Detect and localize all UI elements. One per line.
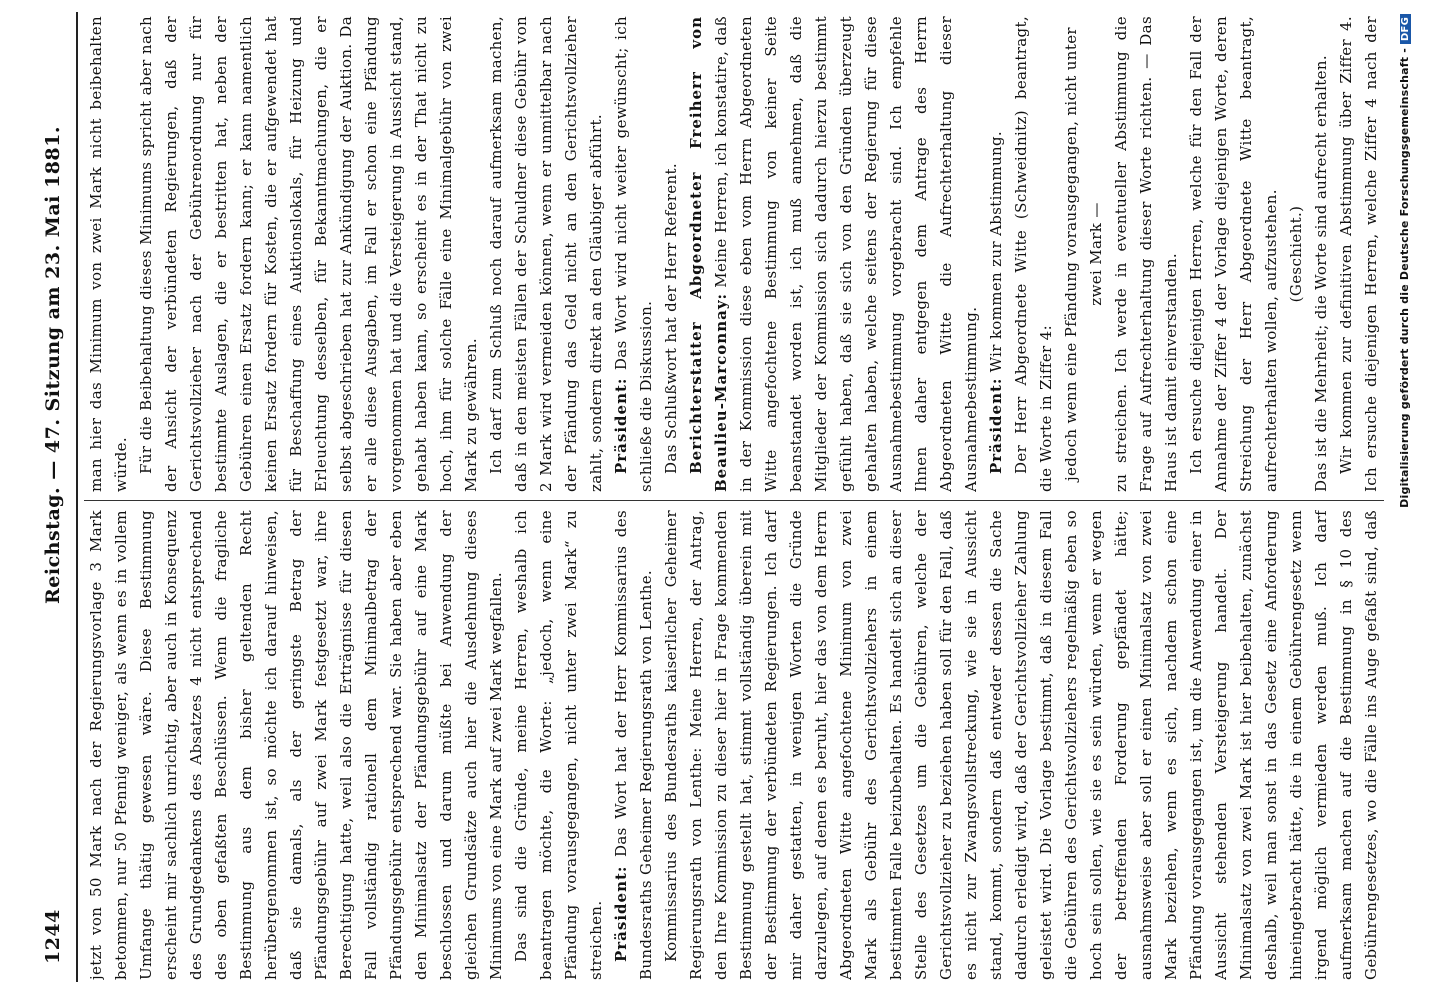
- page-header: [38, 0, 72, 1000]
- speaker-label: Berichterstatter Abgeordneter Freiherr von Beaulieu-Marconnay:: [687, 16, 730, 492]
- paragraph: jetzt von 50 Mark nach der Regierungsvorlage 3 Mark betommen, nur 50 Pfennig weniger, als wenn es in vollem Umfange thätig gewesen wäre. Diese Bestimmung erscheint mir sachlich unrichtig, aber auch in Konsequenz des Grundgedankens des Absatzes 4 nicht entsprechend des oben gefaßten Beschlüssen. Wenn die fragliche Bestimmung aus dem bisher geltenden Recht herübergenommen ist, so möchte ich darauf hinweisen, daß sie damals, als der geringste Betrag der Pfändungsgebühr auf zwei Mark festgesetzt war, ihre Berechtigung hatte, weil also die Erträgnisse für diesen Fall vollständig rationell dem Minimalbetrag der Pfändungsgebühr entsprechend war. Sie haben aber eben den Minimalsatz der Pfändungsgebühr auf eine Mark beschlossen und darum müßte bei Anwendung der gleichen Grundsätze auch hier die Ausdehnung dieses Minimums von eine Mark auf zwei Mark wegfallen.: [87, 510, 505, 980]
- paragraph: Kommissarius des Bundesraths kaiserlicher Geheimer Regierungsrath von Lenthe: Meine Herren, der Antrag, den Ihre Kommission zu dieser hier in Frage kommenden Bestimmung gestellt hat, stimmt vollständig überein mit der Bestimmung der verbündeten Regierungen. Ich darf mir daher gestatten, in wenigen Worten die Gründe darzulegen, auf denen es beruht, hier das von dem Herrn Abgeordneten Witte angefochtene Minimum von zwei Mark als Gebühr des Gerichtsvollziehers in einem bestimmten Falle beizubehalten. Es handelt sich an dieser Stelle des Gesetzes um die Gebühren, welche der Gerichtsvollzieher zu beziehen haben soll für den Fall, daß es nicht zur Zwangsvollstreckung, wie sie in Aussicht stand, kommt, sondern daß entweder dessen die Sache dadurch erledigt wird, daß der Gerichtsvollzieher Zahlung geleistet wird. Die Vorlage bestimmt, daß in diesem Fall die Gebühren des Gerichtsvollziehers regelmäßig eben so hoch sein sollen, wie sie es sein würden, wenn er wegen der betreffenden Forderung gepfändet hätte; ausnahmsweise aber soll er einen Minimalsatz von zwei Mark beziehen, wenn es sich, nachdem schon eine Pfändung vorausgegangen ist, um die Anwendung einer in Aussicht stehenden Versteigerung handelt. Der Minimalsatz von zwei Mark ist hier beibehalten, zunächst deshalb, weil man sonst in das Gesetz eine Anforderung hineingebracht hätte, die in einem Gebührengesetz wenn irgend möglich vermieden werden muß. Ich darf aufmerksam machen auf die Bestimmung in § 10 des Gebührengesetzes, wo die Fälle ins Auge gefaßt sind, daß: [662, 510, 1380, 980]
- paragraph: Ich darf zum Schluß noch darauf aufmerksam machen, daß in den meisten Fällen der Schuldner diese Gebühr von 2 Mark wird vermeiden können, wenn er unmittelbar nach der Pfändung das Geld nicht an den Gerichtsvollzieher zahlt, sondern direkt an den Gläubiger abführt.: [487, 16, 605, 492]
- digitization-note: Digitalisierung gefördert durch die Deutsche Forschungsgemeinschaft -: [1398, 47, 1411, 508]
- paragraph-text: Das Wort wird nicht weiter gewünscht; ich schließe die Diskussion.: [612, 16, 655, 492]
- speaker-label: Präsident:: [612, 865, 630, 962]
- paragraph: zu streichen. Ich werde in eventueller Abstimmung die Frage auf Aufrechterhaltung dieser Worte richten. — Das Haus ist damit einverstanden.: [1112, 16, 1180, 492]
- left-column: [84, 510, 1384, 980]
- speaker-label: Präsident:: [987, 377, 1005, 474]
- header-rule: [76, 12, 78, 982]
- digitization-credit: [1398, 0, 1411, 1000]
- page-title: Reichstag. — 47. Sitzung am 23. Mai 1881.: [42, 126, 64, 604]
- paragraph: Das ist die Mehrheit; die Worte sind aufrecht erhalten.: [1312, 55, 1330, 492]
- paragraph: Der Herr Abgeordnete Witte (Schweidnitz) beantragt, die Worte in Ziffer 4:: [1012, 16, 1055, 492]
- paragraph: Wir kommen zur definitiven Abstimmung über Ziffer 4. Ich ersuche diejenigen Herren, welche Ziffer 4 nach der: [1337, 16, 1380, 492]
- column-divider: [84, 500, 1384, 501]
- paragraph-text: Wir kommen zur Abstimmung.: [987, 130, 1005, 378]
- paragraph: [609, 16, 659, 492]
- paragraph: [684, 16, 984, 492]
- paragraph-text: Das Wort hat der Herr Kommissarius des Bundesraths Geheimer Regierungsrath von Lenthe.: [612, 510, 655, 980]
- speaker-label: Präsident:: [612, 377, 630, 474]
- page-number: 1244: [42, 909, 64, 964]
- paragraph: [609, 510, 659, 980]
- paragraph: Ich ersuche diejenigen Herren, welche für den Fall der Annahme der Ziffer 4 der Vorlage diejenigen Worte, deren Streichung der Herr Abgeordnete Witte beantragt, aufrechterhalten wollen, aufzustehen.: [1187, 16, 1280, 492]
- right-column: [84, 16, 1384, 492]
- paragraph-text: Meine Herren, ich konstatire, daß in der Kommission diese eben vom Herrn Abgeordneten Witte angefochtene Bestimmung von keiner Seite beanstandet worden ist, ich muß annehmen, daß die Mitglieder der Kommission sich dadurch hierzu bestimmt gefühlt haben, daß sie sich von den Gründen überzeugt gehalten haben, welche seitens der Regierung für diese Ausnahmebestimmung vorgebracht sind. Ich empfehle Ihnen daher entgegen dem Antrage des Herrn Abgeordneten Witte die Aufrechterhaltung dieser Ausnahmebestimmung.: [712, 16, 980, 492]
- paragraph: man hier das Minimum von zwei Mark nicht beibehalten würde.: [87, 16, 130, 492]
- paragraph: [984, 16, 1009, 492]
- quoted-text: jedoch wenn eine Pfändung vorausgegangen, nicht unter zwei Mark —: [1062, 27, 1105, 481]
- paragraph: Das Schlußwort hat der Herr Referent.: [662, 162, 680, 474]
- dfg-logo: DFG: [1400, 14, 1411, 44]
- stage-direction: (Geschieht.): [1287, 205, 1305, 303]
- paragraph: Das sind die Gründe, meine Herren, weshalb ich beantragen möchte, die Worte: „jedoch, wenn eine Pfändung vorausgegangen, nicht unter zwei Mark“ zu streichen.: [512, 510, 605, 980]
- paragraph: Für die Beibehaltung dieses Minimums spricht aber nach der Ansicht der verbündeten Regierungen, daß der Gerichtsvollzieher nach der Gebührenordnung nur für bestimmte Auslagen, die er bestritten hat, neben der Gebühren einen Ersatz fordern kann; er kann namentlich keinen Ersatz fordern für Kosten, die er aufgewendet hat für Beschaffung eines Auktionslokals, für Heizung und Erleuchtung desselben, für Bekanntmachungen, die er selbst abgeschrieben hat zur Ankündigung der Auktion. Da er alle diese Ausgaben, im Fall er schon eine Pfändung vorgenommen hat und die Versteigerung in Aussicht stand, gehabt haben kann, so erscheint es in der That nicht zu hoch, ihm für solche Fälle eine Minimalgebühr von zwei Mark zu gewähren.: [137, 16, 480, 492]
